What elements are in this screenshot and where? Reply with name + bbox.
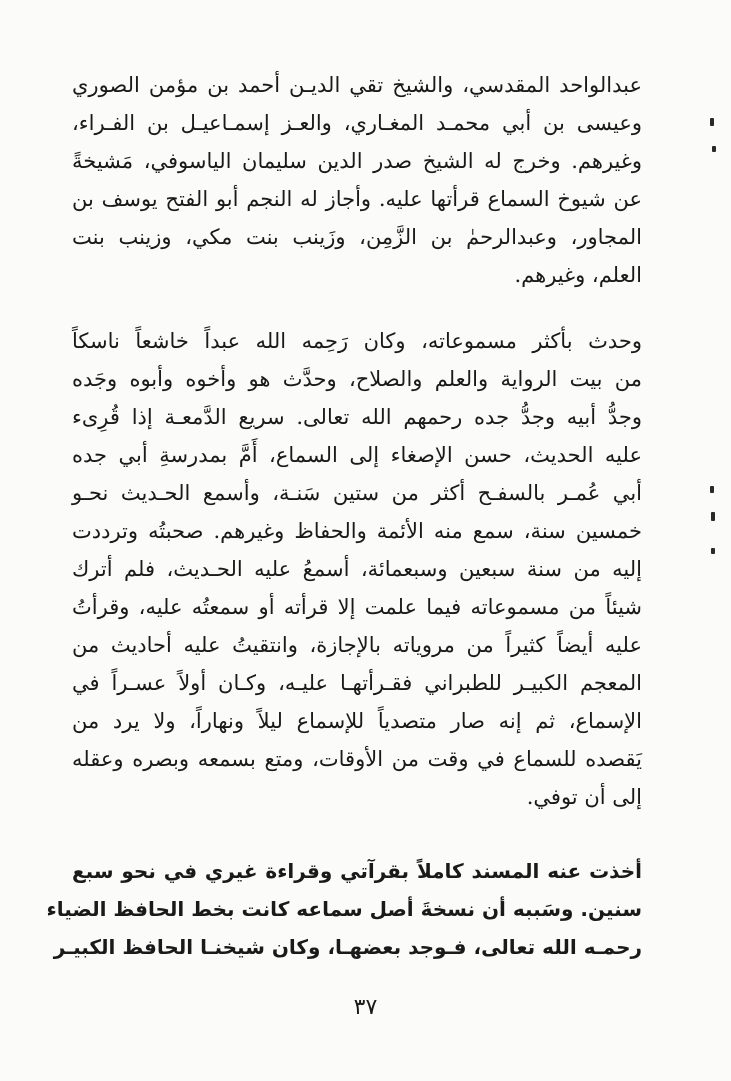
text-line: أخذت عنه المسند كاملاً بقرآتي وقراءة غيري في نحو سبع [72,859,642,883]
text-line: وجدُّ أبيه وجدُّ جده رحمهم الله تعالى. سريع الدَّمعـة إذا قُرِىء [72,405,642,429]
text-line: سنين. وسَببه أن نسخةَ أصل سماعه كانت بخط الحافظ الضياء [46,897,642,921]
text-line: من بيت الرواية والعلم والصلاح، وحدَّث هو وأخوه وأبوه وجَده [72,367,642,391]
text-line: وحدث بأكثر مسموعاته، وكان رَحِمه الله عبداً خاشعاً ناسكاً [72,329,642,353]
margin-mark [711,548,715,554]
margin-mark [710,118,714,126]
text-line: وعيسى بن أبي محمـد المغـاري، والعـز إسمـاعيـل بن الفـراء، [72,111,642,135]
text-line: المعجم الكبيـر للطبراني فقـرأتهـا عليـه، وكـان أولاً عسـراً في [72,671,642,695]
text-line: المجاور، وعبدالرحمٰ بن الزَّمِن، وزَينب بنت مكي، وزينب بنت [72,225,642,249]
text-line: يَقصده للسماع في وقت من الأوقات، ومتع بسمعه وبصره وعقله [72,747,642,771]
text-line: الإسماع، ثم إنه صار متصدياً للإسماع ليلاً ونهاراً، ولا يرد من [72,709,642,733]
text-line: عليه الحديث، حسن الإصغاء إلى السماع، أَمَّ بمدرسةِ أبي جده [72,443,642,467]
text-line: أبي عُمـر بالسفـح أكثر من ستين سَنـة، وأسمع الحـديث نحـو [72,481,642,505]
text-line: العلم، وغيرهم. [514,263,642,287]
margin-mark [711,512,715,521]
margin-mark [712,146,716,152]
margin-mark [710,486,714,493]
text-line: إليه من سنة سبعين وسبعمائة، أسمعُ عليه الحـديث، فلم أترك [72,557,642,581]
text-line: شيئاً من مسموعاته فيما علمت إلا قرأته أو سمعتُه عليه، وقرأتُ [72,595,642,619]
text-line: إلى أن توفي. [526,785,642,809]
text-line: عليه أيضاً كثيراً من مروياته بالإجازة، وانتقيتُ عليه أحاديث من [72,633,642,657]
page-number: ٣٧ [353,995,378,1020]
text-line: رحمـه الله تعالى، فـوجد بعضهـا، وكان شيخنـا الحافظ الكبيـر [53,935,642,959]
text-line: خمسين سنة، سمع منه الأئمة والحفاظ وغيرهم. صحبتُه وترددت [72,519,642,543]
text-line: عبدالواحد المقدسي، والشيخ تقي الديـن أحمد بن مؤمن الصوري [72,73,642,97]
paragraph-3 [46,852,642,966]
paragraph-1 [72,66,642,294]
text-line: عن شيوخ السماع قرأتها عليه. وأجاز له النجم أبو الفتح يوسف بن [72,187,642,211]
paragraph-2 [72,322,642,816]
text-line: وغيرهم. وخرج له الشيخ صدر الدين سليمان الياسوفي، مَشيخةً [72,149,642,173]
